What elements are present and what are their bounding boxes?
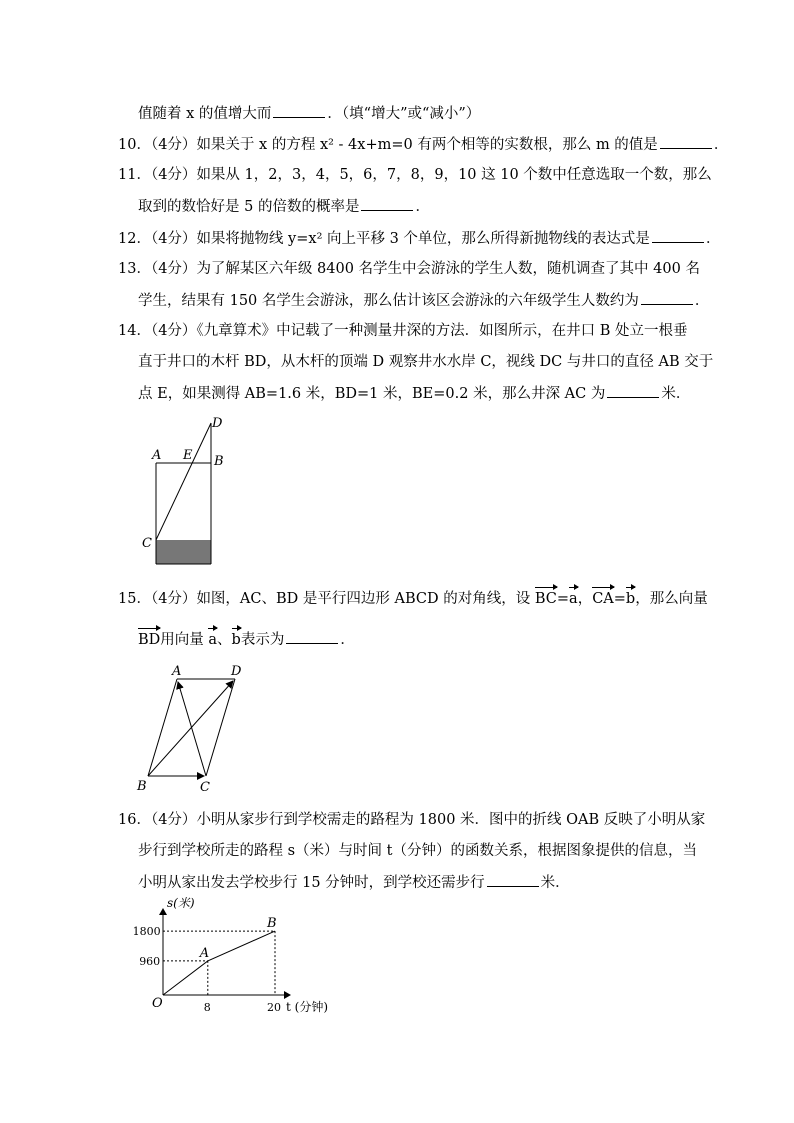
q11-text-1: 如果从 1，2，3，4，5，6，7，8，9，10 这 10 个数中任意选取一个数，那么	[196, 167, 712, 183]
label-B: B	[214, 454, 224, 469]
q16-line-2	[138, 841, 697, 861]
x-axis-label: t (分钟)	[286, 1000, 329, 1014]
vector-BD: BD	[138, 632, 161, 648]
x-tick-label-20: 20	[267, 1001, 281, 1014]
q11-number: 11．	[118, 167, 151, 183]
q15-line-1	[118, 589, 708, 609]
q10-number: 10．	[118, 137, 151, 153]
q14-line-3	[138, 383, 690, 404]
q11-tail: ．	[415, 199, 430, 215]
q16-line-1	[118, 810, 705, 830]
label-A: A	[152, 448, 162, 463]
q14-line-2	[138, 352, 713, 372]
q16-number: 16．	[118, 812, 151, 828]
q14-points: （4分）	[150, 323, 197, 339]
label-C: C	[200, 780, 210, 795]
q9-tail: ．（填“增大”或“减小”）	[327, 106, 481, 122]
label-E: E	[183, 448, 193, 463]
q15-line-2	[138, 629, 355, 650]
q13-points: （4分）	[150, 261, 197, 277]
segment-DC	[156, 423, 211, 540]
q15-text-2a: 用向量	[160, 632, 209, 648]
q12-tail: ．	[705, 231, 721, 247]
side-BA	[148, 679, 177, 776]
q16-tail: 米．	[540, 875, 570, 891]
q9-answer-blank[interactable]	[273, 103, 325, 118]
label-B: B	[137, 779, 147, 794]
q16-text-2: 步行到学校所走的路程 s（米）与时间 t（分钟）的函数关系，根据图象提供的信息，当	[138, 843, 697, 859]
q10-line	[118, 134, 728, 155]
q15-text-1a: 如图，AC、BD 是平行四边形 ABCD 的对角线，设	[196, 591, 535, 607]
q15-points: （4分）	[150, 591, 197, 607]
q11-line-1	[118, 165, 712, 185]
y-tick-label-1800: 1800	[132, 925, 161, 939]
q14-answer-blank[interactable]	[607, 383, 659, 398]
q11-line-2	[138, 196, 430, 217]
q13-text-2: 学生，结果有 150 名学生会游泳，那么估计该区会游泳的六年级学生人数约为	[138, 293, 639, 309]
q13-tail: ．	[694, 293, 710, 309]
q10-tail: ．	[713, 137, 729, 153]
q15-eq-1: =	[556, 591, 570, 607]
q10-text: 如果关于 x 的方程 x² - 4x+m=0 有两个相等的实数根，那么 m 的值是	[196, 137, 658, 153]
q15-tail: ．	[340, 632, 355, 648]
q13-text-1: 为了解某区六年级 8400 名学生中会游泳的学生人数，随机调查了其中 400 名	[196, 261, 700, 277]
q16-points: （4分）	[150, 812, 197, 828]
well-water	[156, 540, 211, 564]
q14-tail: 米．	[661, 386, 691, 402]
q14-well-figure	[130, 410, 240, 572]
q15-eq-2: =	[613, 591, 626, 607]
q15-answer-blank[interactable]	[286, 629, 338, 644]
q16-text-3: 小明从家出发去学校步行 15 分钟时，到学校还需步行	[138, 875, 485, 891]
q13-answer-blank[interactable]	[641, 290, 693, 305]
q14-text-3: 点 E，如果测得 AB=1.6 米，BD=1 米，BE=0.2 米，那么井深 AC 为	[138, 386, 606, 402]
q16-chart	[130, 895, 350, 1020]
q12-number: 12．	[118, 231, 151, 247]
q10-points: （4分）	[150, 137, 197, 153]
q15-text-1b: ，那么向量	[635, 591, 708, 607]
vector-CA-line	[178, 682, 206, 776]
q15-parallelogram-figure	[130, 660, 250, 795]
q14-text-2: 直于井口的木杆 BD，从木杆的顶端 D 观察井水水岸 C，视线 DC 与井口的直径 AB 交于	[138, 354, 714, 370]
q15-sep: ，	[577, 591, 593, 607]
vector-CA: CA	[592, 591, 614, 607]
q15-dun: 、	[217, 632, 232, 648]
origin-label: O	[152, 996, 163, 1011]
q13-number: 13．	[118, 261, 151, 277]
q11-text-2: 取到的数恰好是 5 的倍数的概率是	[138, 199, 360, 215]
vector-BC: BC	[534, 591, 557, 607]
y-tick-label-960: 960	[139, 954, 161, 968]
label-A: A	[172, 664, 182, 679]
q14-line-1	[118, 321, 688, 341]
q13-line-1	[118, 259, 700, 279]
label-D: D	[231, 664, 242, 679]
side-DC	[206, 679, 235, 776]
label-D: D	[212, 416, 223, 431]
vector-b-2: b	[231, 632, 241, 648]
q12-text: 如果将抛物线 y=x² 向上平移 3 个单位，那么所得新抛物线的表达式是	[196, 231, 650, 247]
q16-answer-blank[interactable]	[487, 872, 539, 887]
q15-text-2b: 表示为	[240, 632, 285, 648]
q12-line	[118, 228, 720, 249]
vector-b: b	[625, 591, 636, 607]
x-tick-label-8: 8	[203, 1001, 211, 1014]
label-C: C	[142, 536, 152, 551]
point-label-A: A	[199, 945, 210, 961]
q12-points: （4分）	[150, 231, 197, 247]
q9-text: 值随着 x 的值增大而	[138, 106, 272, 122]
q16-text-1: 小明从家步行到学校需走的路程为 1800 米．图中的折线 OAB 反映了小明从家	[196, 812, 706, 828]
vector-a: a	[569, 591, 578, 607]
q11-answer-blank[interactable]	[361, 196, 413, 211]
q15-number: 15．	[118, 591, 151, 607]
point-label-B: B	[267, 916, 277, 932]
series-line-OAB	[163, 931, 275, 995]
q13-line-2	[138, 290, 709, 311]
q14-number: 14．	[118, 323, 151, 339]
y-axis-label: s(米)	[167, 896, 195, 910]
q16-line-3	[138, 872, 570, 893]
q11-points: （4分）	[150, 167, 197, 183]
vector-a-2: a	[208, 632, 218, 648]
q9-line	[138, 103, 480, 124]
q10-answer-blank[interactable]	[660, 134, 712, 149]
q14-text-1: 《九章算术》中记载了一种测量井深的方法．如图所示，在井口 B 处立一根垂	[196, 323, 688, 339]
q12-answer-blank[interactable]	[652, 228, 704, 243]
